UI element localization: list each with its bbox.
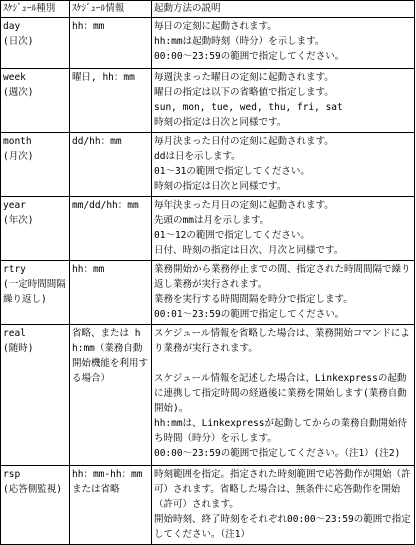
description-cell: 毎年決まった月日の定刻に起動されます。 先頭のmmは月を示します。 01～12の範囲で指定してください。 日付、時刻の指定は日次、月次と同様です。 — [152, 197, 415, 261]
description-cell: スケジュール情報を省略した場合は、業務開始コマンドにより業務が実行されます。 スケジュール情報を記述した場合は、Linkexpressの起動に連携して指定時間の経過後に業務を開始します(業務自動開始)。 hh:mmは、Linkexpressが起動してからの業務自動開始待ち時間（時分）を示します。 00:00～23:59の範囲で指定してください。（注1）(注2) — [152, 325, 415, 466]
header-schedule-type: ｽｹｼﾞｭｰﾙ種別 — [1, 1, 70, 18]
schedule-info-cell: hh：mm-hh：mm または省略 — [70, 466, 152, 545]
table-header-row — [1, 1, 415, 18]
schedule-info-cell: dd/hh：mm — [70, 133, 152, 197]
description-cell: 毎月決まった日付の定刻に起動されます。 ddは日を示します。 01～31の範囲で指定してください。 時刻の指定は日次と同様です。 — [152, 133, 415, 197]
description-cell: 時刻範囲を指定。指定された時刻範囲で応答動作が開始（許可）されます。省略した場合は、無条件に応答動作を開始（許可）されます。 開始時刻、終了時刻をそれぞれ00:00～23:59の範囲で指定してください。（注1） — [152, 466, 415, 545]
description-cell: 毎日の定刻に起動されます。 hh:mmは起動時刻（時分）を示します。 00:00～23:59の範囲で指定してください。 — [152, 18, 415, 69]
table-row — [1, 18, 415, 69]
schedule-info-cell: 省略、または hh:mm（業務自動開始機能を利用する場合） — [70, 325, 152, 466]
schedule-type-cell: rsp (応答側監視) — [1, 466, 70, 545]
header-schedule-info: ｽｹｼﾞｭｰﾙ情報 — [70, 1, 152, 18]
schedule-type-cell: year (年次) — [1, 197, 70, 261]
schedule-info-cell: mm/dd/hh：mm — [70, 197, 152, 261]
table-row — [1, 466, 415, 545]
table-row — [1, 69, 415, 133]
schedule-type-cell: rtry (一定時間間隔繰り返し) — [1, 261, 70, 325]
table-row — [1, 325, 415, 466]
description-cell: 毎週決まった曜日の定刻に起動されます。 曜日の指定は以下の省略値で指定します。 sun, mon, tue, wed, thu, fri, sat 時刻の指定は日次と同様です。 — [152, 69, 415, 133]
schedule-info-cell: hh：mm — [70, 261, 152, 325]
schedule-type-cell: real (随時) — [1, 325, 70, 466]
schedule-type-cell: month (月次) — [1, 133, 70, 197]
table-row — [1, 197, 415, 261]
table-row — [1, 133, 415, 197]
schedule-info-cell: hh：mm — [70, 18, 152, 69]
schedule-type-cell: day (日次) — [1, 18, 70, 69]
header-start-method: 起動方法の説明 — [152, 1, 415, 18]
schedule-type-cell: week (週次) — [1, 69, 70, 133]
schedule-info-cell: 曜日, hh：mm — [70, 69, 152, 133]
table-row — [1, 261, 415, 325]
description-cell: 業務開始から業務停止までの間、指定された時間間隔で繰り返し業務が実行されます。 業務を実行する時間間隔を時分で指定します。 00:01～23:59の範囲で指定してください。 — [152, 261, 415, 325]
